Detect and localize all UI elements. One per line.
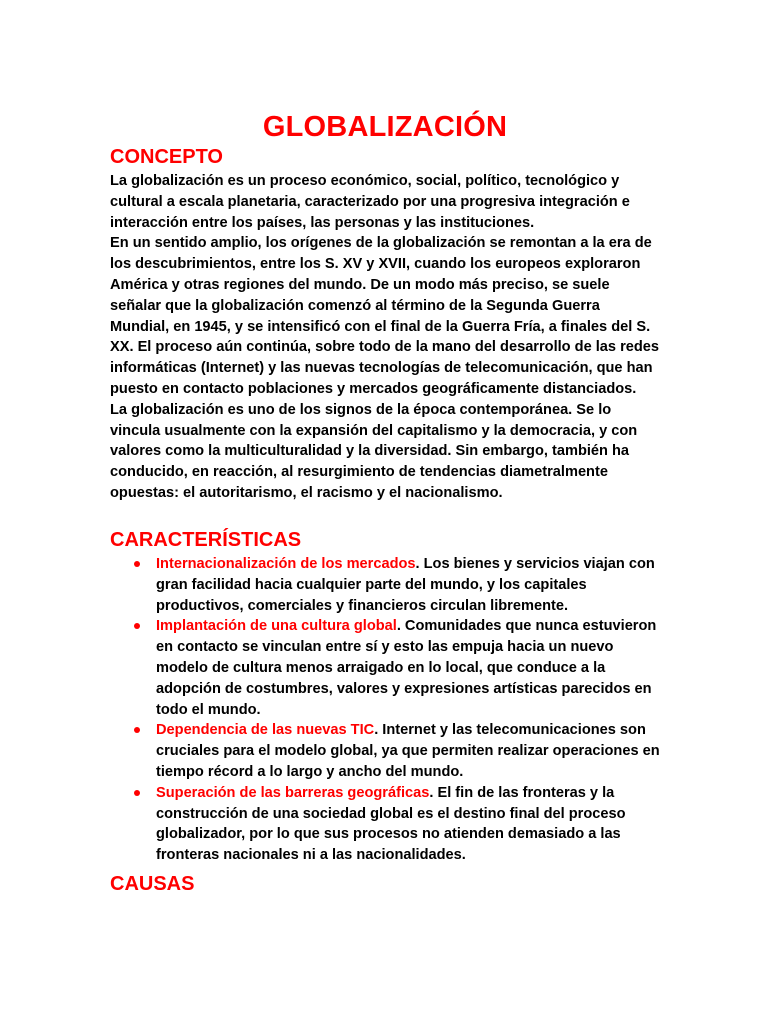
document-title: GLOBALIZACIÓN [262,111,508,144]
bullet-icon [134,561,140,567]
bullet-icon [134,623,140,629]
section-heading-concepto: CONCEPTO [110,146,223,168]
list-item [110,616,660,720]
bullet-icon [134,727,140,733]
list-item [110,720,660,782]
feature-term: Internacionalización de los mercados [156,556,416,572]
caracteristicas-list [110,554,660,866]
feature-term: Dependencia de las nuevas TIC [156,722,375,739]
list-item [110,783,660,866]
concepto-paragraph: En un sentido amplio, los orígenes de la globalización se remontan a la era de los descubrimientos, entre los S. XV y XVII, cuando los europeos exploraron América y otras regiones del mundo. De un modo más preciso, se suele señalar que la globalización comenzó al término de la Segunda Guerra Mundial, en 1945, y se intensificó con el final de la Guerra Fría, a finales del S. XX. El proceso aún continúa, sobre todo de la mano del desarrollo de las redes informáticas (Internet) y las nuevas tecnologías de telecomunicación, que han puesto en contacto poblaciones y mercados geográficamente distanciados. [110,235,660,397]
concepto-paragraph: La globalización es uno de los signos de la época contemporánea. Se lo vincula usualmente con la expansión del capitalismo y la democracia, y con valores como la multiculturalidad y la diversidad. Sin embargo, también ha conducido, en reacción, al resurgimiento de tendencias diametralmente opuestas: el autoritarismo, el racismo y el nacionalismo. [110,401,638,501]
section-heading-caracteristicas: CARACTERÍSTICAS [110,529,302,551]
feature-text: . Internet y las telecomunicaciones son cruciales para el modelo global, ya que permiten realizar operaciones en tiempo récord a lo largo y ancho del mundo. [156,722,660,780]
feature-text: . Los bienes y servicios viajan con gran facilidad hacia cualquier parte del mundo, y los capitales productivos, comerciales y financieros circulan libremente. [156,556,655,614]
feature-text: . Comunidades que nunca estuvieron en contacto se vinculan entre sí y esto las empuja hacia un nuevo modelo de cultura menos arraigado en lo local, que conduce a la adopción de costumbres, valores y expresiones artísticas parecidos en todo el mundo. [156,618,657,718]
section-heading-causas: CAUSAS [110,873,195,895]
list-item [110,554,660,616]
bullet-icon [134,790,140,796]
feature-term: Superación de las barreras geográficas [156,784,430,801]
concepto-body [110,171,660,504]
feature-term: Implantación de una cultura global [156,618,397,635]
feature-text: . El fin de las fronteras y la construcción de una sociedad global es el destino final del proceso globalizador, por lo que sus procesos no atienden demasiado a las fronteras nacionales ni a las nacionalidades. [156,784,626,864]
concepto-paragraph: La globalización es un proceso económico, social, político, tecnológico y cultural a escala planetaria, caracterizado por una progresiva integración e interacción entre los países, las personas y las instituciones. [110,173,630,231]
